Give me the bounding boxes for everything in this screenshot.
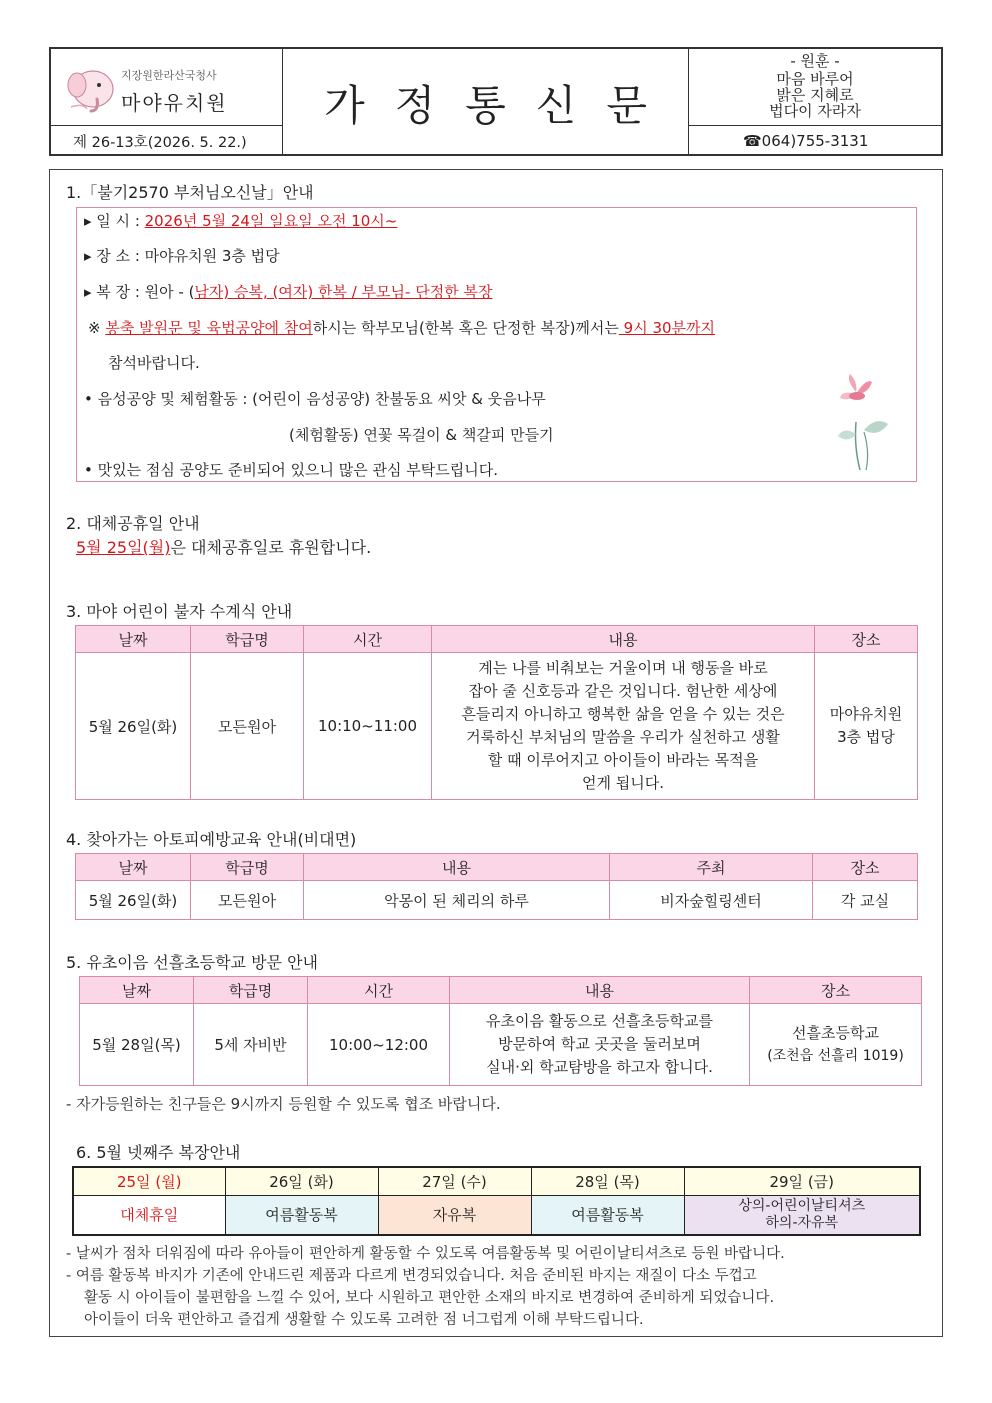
section6-title: 6. 5월 넷째주 복장안내 — [76, 1143, 241, 1162]
dress-line: 하의-자유복 — [765, 1214, 839, 1231]
issue-number: 제 26-13호(2026. 5. 22.) — [51, 126, 283, 156]
event-place: ▸ 장 소 : 마야유치원 3층 법당 — [84, 247, 280, 265]
cell-class: 모든원아 — [191, 881, 304, 920]
content-line: 방문하여 학교 곳곳을 둘러보며 — [498, 1035, 701, 1053]
table-header: 장소 — [750, 977, 922, 1004]
dress-cell: 여름활동복 — [225, 1195, 378, 1235]
dress-notes — [66, 1243, 936, 1331]
day-cell: 29일 (금) — [684, 1167, 920, 1195]
elephant-logo-icon — [63, 63, 119, 115]
note-line: 아이들이 더욱 편안하고 즐겁게 생활할 수 있도록 고려한 점 너그럽게 이해 부탁드립니다. — [84, 1312, 644, 1328]
content-line: 흔들리지 아니하고 행복한 삶을 얻을 수 있는 것은 — [461, 705, 785, 723]
content-line: 거룩하신 부처님의 말씀을 우리가 실천하고 생활 — [466, 728, 780, 746]
atopy-table — [75, 853, 918, 920]
motto-title: - 원훈 - — [790, 52, 840, 70]
table-header: 날짜 — [76, 626, 191, 653]
ceremony-table — [75, 625, 918, 800]
table-row — [80, 1004, 922, 1086]
dress-value: 남자) 승복, (여자) 한복 / 부모님- 단정한 복장 — [194, 283, 493, 301]
school-visit-table — [79, 976, 922, 1086]
place-line: 3층 법당 — [837, 728, 895, 746]
cell-class: 5세 자비반 — [194, 1004, 308, 1086]
notice-text: 하시는 학부모님(한복 혹은 단정한 복장)께서는 — [312, 319, 619, 337]
cell-time: 10:00~12:00 — [308, 1004, 450, 1086]
notice-mark: ※ — [88, 319, 106, 337]
day-cell: 27일 (수) — [378, 1167, 531, 1195]
cell-place — [750, 1004, 922, 1086]
motto-line: 밝은 지혜로 — [776, 86, 854, 104]
cell-date: 5월 28일(목) — [80, 1004, 194, 1086]
note-line: 활동 시 아이들이 불편함을 느낄 수 있어, 보다 시원하고 편안한 소재의 바지로 변경하여 준비하게 되었습니다. — [84, 1290, 775, 1306]
newsletter-title: 가정통신문 — [324, 80, 677, 130]
dress-day-row — [73, 1167, 920, 1195]
table-header: 학급명 — [194, 977, 308, 1004]
table-header: 날짜 — [80, 977, 194, 1004]
content-line: 얻게 됩니다. — [582, 774, 664, 792]
dress-cell: 대체휴일 — [73, 1195, 225, 1235]
holiday-text: 은 대체공휴일로 휴원합니다. — [170, 538, 372, 557]
dress-cell: 자유복 — [378, 1195, 531, 1235]
date-value: 2026년 5월 24일 일요일 오전 10시~ — [144, 212, 398, 230]
table-row — [76, 653, 918, 800]
section4-title: 4. 찾아가는 아토피예방교육 안내(비대면) — [66, 830, 357, 849]
activity-line: (체험활동) 연꽃 목걸이 & 책갈피 만들기 — [289, 426, 554, 444]
day-cell: 26일 (화) — [225, 1167, 378, 1195]
content-line: 잡아 줄 신호등과 같은 것입니다. 험난한 세상에 — [468, 682, 778, 700]
dress-item-row — [73, 1195, 920, 1235]
holiday-notice — [76, 535, 371, 558]
content-line: 유초이음 활동으로 선흘초등학교를 — [486, 1012, 713, 1030]
place-line: 마야유치원 — [829, 705, 903, 723]
school-motto — [689, 49, 941, 126]
cell-place: 각 교실 — [813, 881, 918, 920]
section1-title: 1.「불기2570 부처님오신날」안내 — [66, 183, 314, 202]
notice-end: 참석바랍니다. — [108, 354, 200, 372]
place-line: 선흘초등학교 — [792, 1023, 879, 1042]
lunch-notice: • 맛있는 점심 공양도 준비되어 있으니 많은 관심 부탁드립니다. — [84, 461, 499, 479]
participation-notice — [88, 317, 715, 338]
school-logo-cell — [51, 49, 283, 126]
school-name: 마야유치원 — [121, 91, 228, 115]
cell-content — [432, 653, 815, 800]
day-cell: 25일 (월) — [73, 1167, 225, 1195]
content-line: 계는 나를 비춰보는 거울이며 내 행동을 바로 — [478, 659, 768, 677]
notice-time: 9시 30분까지 — [618, 319, 716, 337]
event-date — [84, 210, 397, 231]
content-line: 실내·외 학교탐방을 하고자 합니다. — [486, 1058, 713, 1076]
date-label: ▸ 일 시 : — [84, 212, 145, 230]
table-header: 날짜 — [76, 854, 191, 881]
cell-content — [450, 1004, 750, 1086]
table-header: 내용 — [432, 626, 815, 653]
section5-title: 5. 유초이음 선흘초등학교 방문 안내 — [66, 953, 318, 972]
note-line: - 날씨가 점차 더워짐에 따라 유아들이 편안하게 활동할 수 있도록 여름활동복 및 어린이날티셔츠로 등원 바랍니다. — [66, 1246, 785, 1262]
cell-time: 10:10~11:00 — [304, 653, 432, 800]
content-line: 할 때 이루어지고 아이들이 바라는 목적을 — [487, 751, 759, 769]
lotus-flower-icon — [826, 372, 896, 472]
dress-cell — [684, 1195, 920, 1235]
motto-line: 법다이 자라자 — [769, 102, 861, 120]
cell-content: 악몽이 된 체리의 하루 — [304, 881, 610, 920]
dress-code-table — [72, 1166, 921, 1236]
activity-line: • 음성공양 및 체험활동 : (어린이 음성공양) 찬불동요 씨앗 & 웃음나무 — [84, 390, 546, 408]
event-dress — [84, 281, 492, 302]
cell-host: 비자숲힐링센터 — [610, 881, 813, 920]
holiday-date: 5월 25일(월) — [76, 538, 171, 557]
dress-label: ▸ 복 장 : 원아 - ( — [84, 283, 195, 301]
note-line: - 여름 활동복 바지가 기존에 안내드린 제품과 다르게 변경되었습니다. 처음 준비된 바지는 재질이 다소 두껍고 — [66, 1268, 757, 1284]
section2-title: 2. 대체공휴일 안내 — [66, 514, 200, 533]
table-header-row — [80, 977, 922, 1004]
dress-cell: 여름활동복 — [531, 1195, 684, 1235]
cell-place — [815, 653, 918, 800]
table-header: 시간 — [304, 626, 432, 653]
table-header: 장소 — [815, 626, 918, 653]
table-header: 시간 — [308, 977, 450, 1004]
table-header-row — [76, 626, 918, 653]
section3-title: 3. 마야 어린이 불자 수계식 안내 — [66, 602, 293, 621]
notice-highlight: 봉축 발원문 및 육법공양에 참여 — [105, 319, 313, 337]
table-header: 학급명 — [191, 854, 304, 881]
table-header: 장소 — [813, 854, 918, 881]
table-header: 주최 — [610, 854, 813, 881]
table-row — [76, 881, 918, 920]
table-header: 내용 — [304, 854, 610, 881]
school-subtitle: 지장원한라산국청사 — [121, 69, 217, 82]
newsletter-header — [49, 47, 943, 156]
cell-date: 5월 26일(화) — [76, 653, 191, 800]
self-dropoff-note: - 자가등원하는 친구들은 9시까지 등원할 수 있도록 협조 바랍니다. — [66, 1095, 501, 1113]
newsletter-title-cell — [283, 49, 689, 156]
day-cell: 28일 (목) — [531, 1167, 684, 1195]
dress-line: 상의-어린이날티셔츠 — [738, 1197, 866, 1214]
cell-class: 모든원아 — [191, 653, 304, 800]
table-header: 내용 — [450, 977, 750, 1004]
phone-number: ☎064)755-3131 — [743, 132, 869, 150]
table-header: 학급명 — [191, 626, 304, 653]
place-line: (조천읍 선흘리 1019) — [767, 1047, 904, 1064]
cell-date: 5월 26일(화) — [76, 881, 191, 920]
motto-line: 마음 바루어 — [776, 70, 854, 88]
table-header-row — [76, 854, 918, 881]
